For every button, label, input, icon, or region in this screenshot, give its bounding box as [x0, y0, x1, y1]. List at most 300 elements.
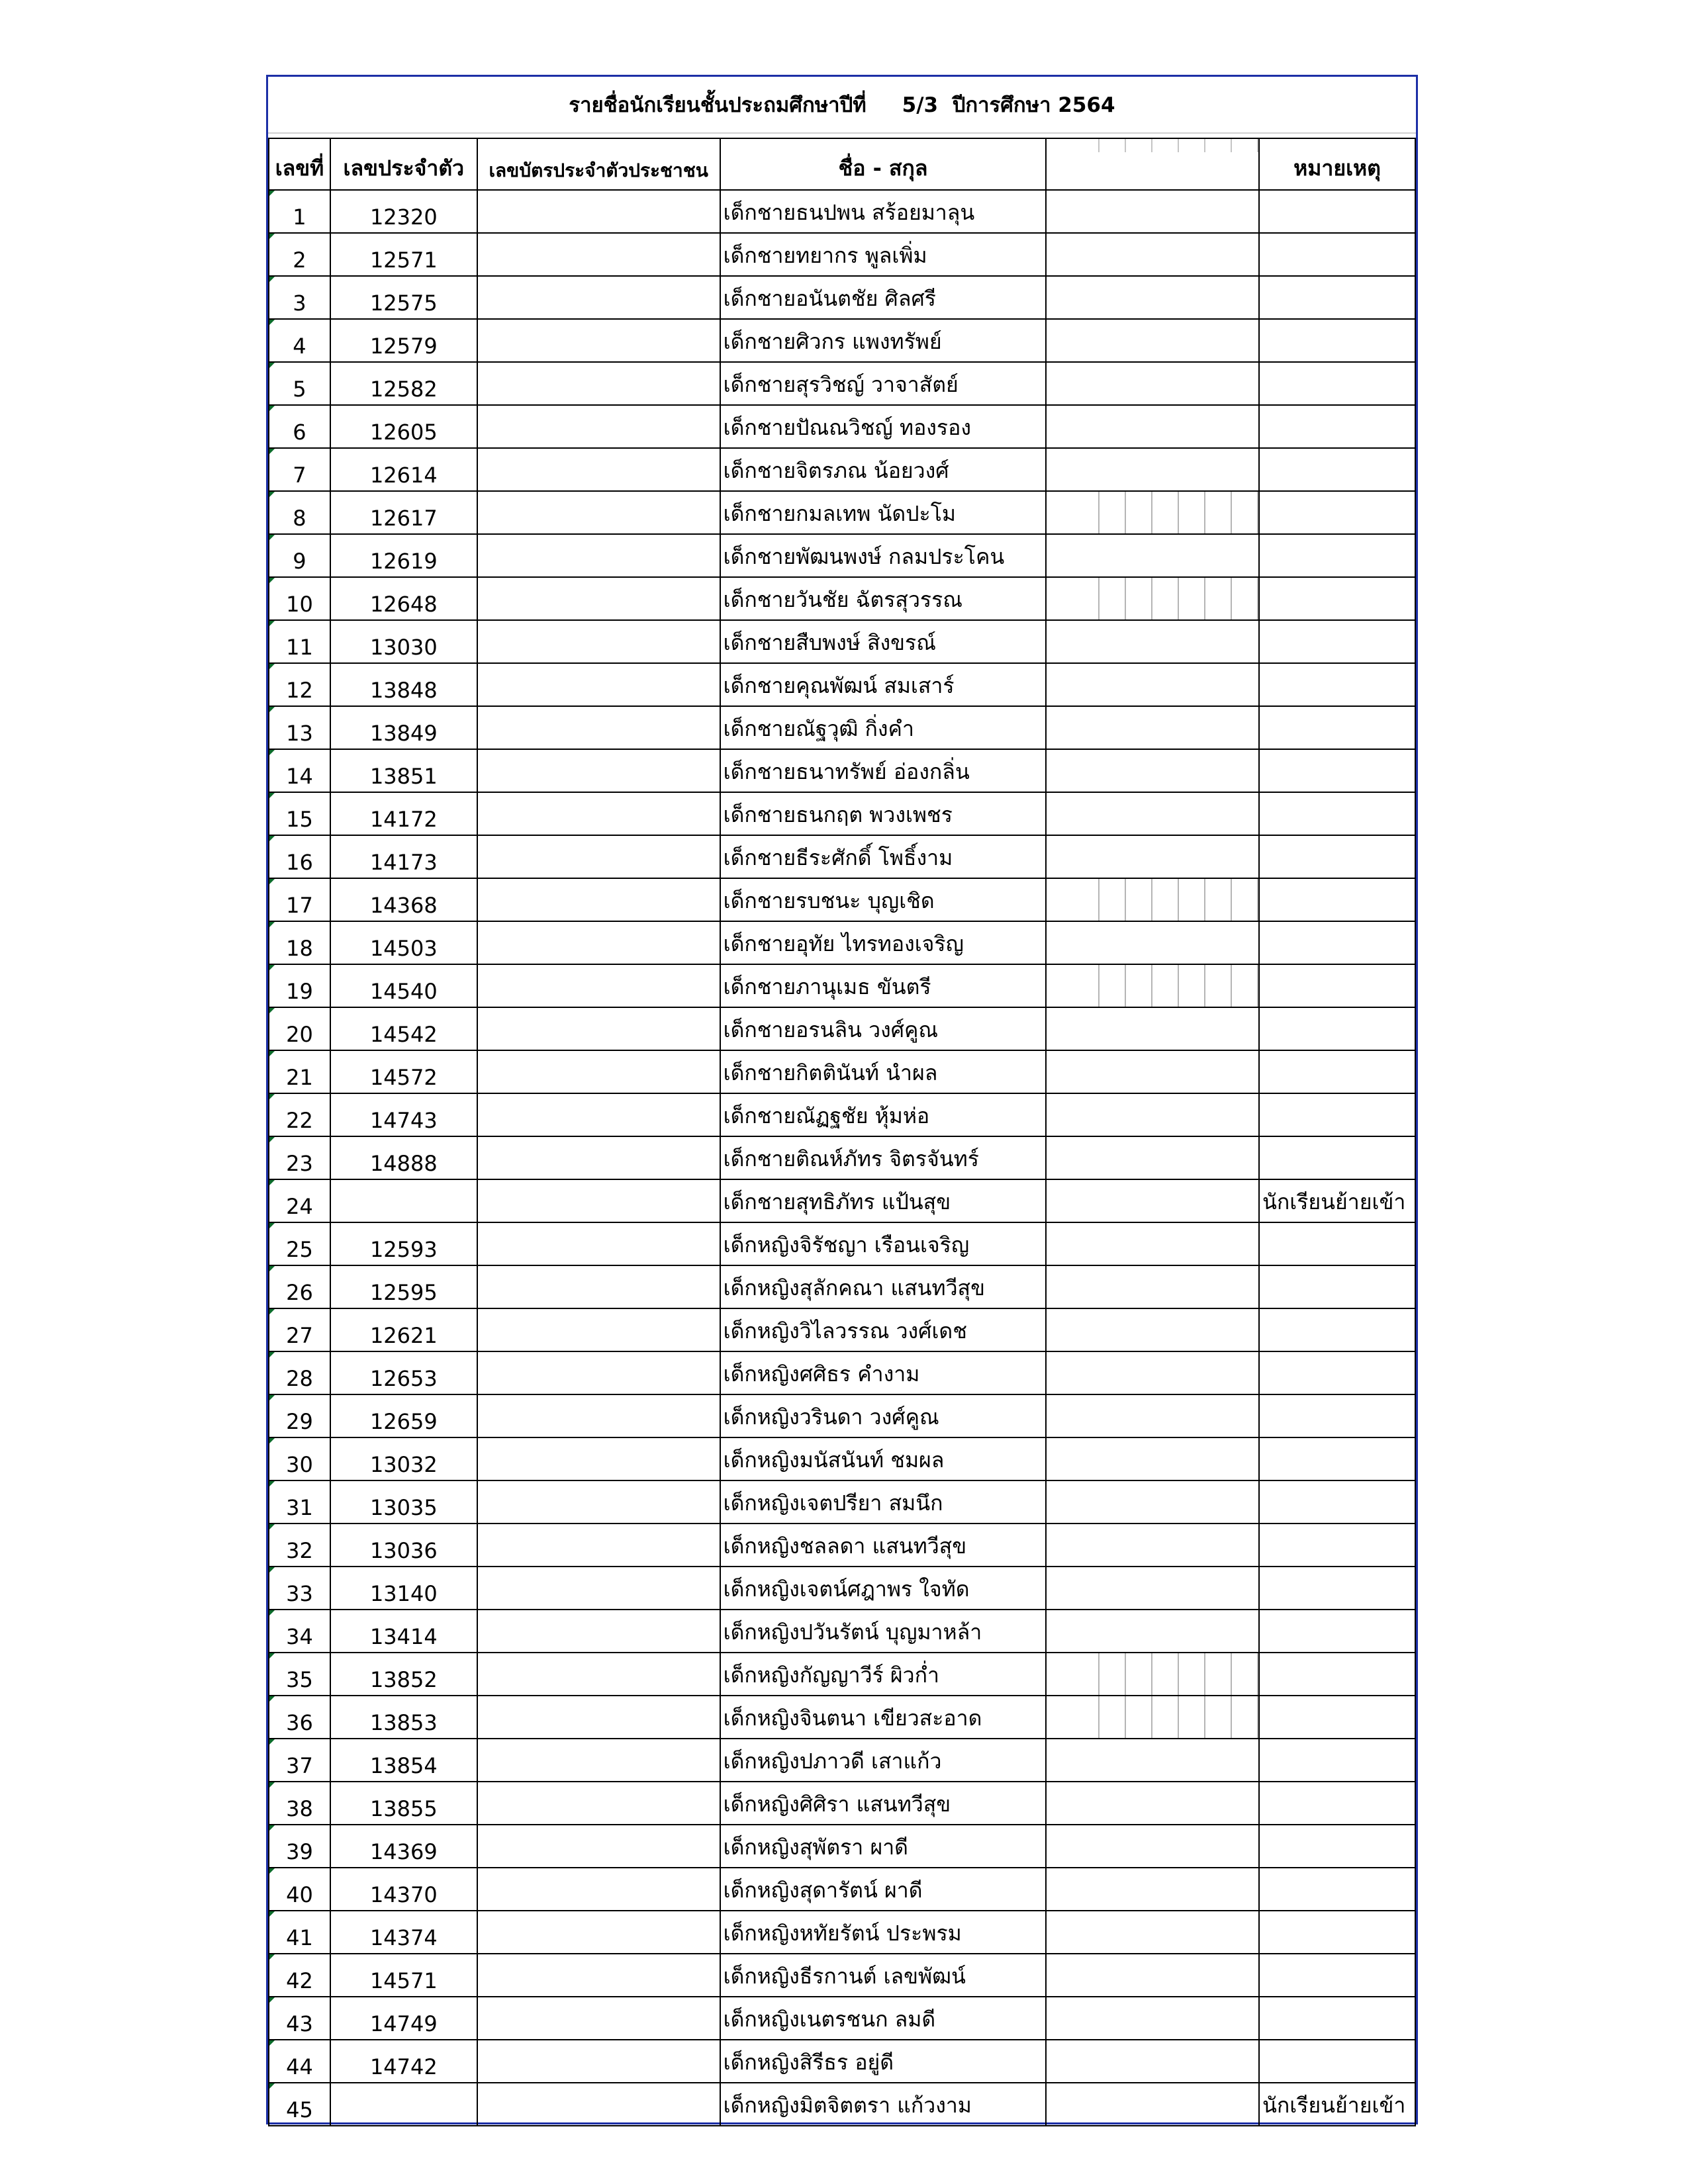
table-row — [269, 620, 1415, 663]
cell-student-id: 13036 — [330, 1524, 477, 1567]
cell-student-id: 13848 — [330, 663, 477, 706]
cell-remark — [1259, 491, 1415, 534]
cell-student-id: 12617 — [330, 491, 477, 534]
cell-national-id — [477, 706, 720, 749]
cell-student-id: 14542 — [330, 1007, 477, 1050]
cell-name: เด็กชายปัณณวิชญ์ ทองรอง — [720, 405, 1047, 448]
cell-blank — [1046, 190, 1259, 233]
cell-national-id — [477, 1954, 720, 1997]
cell-name: เด็กชายธีระศักดิ์ โพธิ์งาม — [720, 835, 1047, 878]
cell-remark — [1259, 1222, 1415, 1265]
cell-blank — [1046, 233, 1259, 276]
cell-blank — [1046, 1739, 1259, 1782]
cell-name: เด็กหญิงสุดารัตน์ ผาดี — [720, 1868, 1047, 1911]
table-row — [269, 1265, 1415, 1308]
table-row — [269, 319, 1415, 362]
cell-blank — [1046, 1997, 1259, 2040]
cell-blank — [1046, 405, 1259, 448]
cell-student-id: 12593 — [330, 1222, 477, 1265]
cell-remark — [1259, 1308, 1415, 1351]
cell-student-id: 14369 — [330, 1825, 477, 1868]
cell-name: เด็กชายสุรวิชญ์ วาจาสัตย์ — [720, 362, 1047, 405]
cell-no: 9 — [269, 534, 330, 577]
table-row — [269, 1222, 1415, 1265]
cell-blank — [1046, 1782, 1259, 1825]
table-row — [269, 534, 1415, 577]
cell-no: 37 — [269, 1739, 330, 1782]
cell-blank — [1046, 577, 1259, 620]
cell-student-id: 13852 — [330, 1653, 477, 1696]
cell-no: 24 — [269, 1179, 330, 1222]
table-row — [269, 1179, 1415, 1222]
cell-no: 39 — [269, 1825, 330, 1868]
cell-remark — [1259, 835, 1415, 878]
table-row — [269, 1093, 1415, 1136]
table-row — [269, 1308, 1415, 1351]
cell-no: 26 — [269, 1265, 330, 1308]
cell-blank — [1046, 448, 1259, 491]
cell-remark — [1259, 1782, 1415, 1825]
cell-student-id — [330, 1179, 477, 1222]
col-header-remark: หมายเหตุ — [1259, 138, 1415, 190]
cell-no: 17 — [269, 878, 330, 921]
cell-blank — [1046, 1911, 1259, 1954]
cell-student-id: 12614 — [330, 448, 477, 491]
cell-no: 3 — [269, 276, 330, 319]
cell-blank — [1046, 835, 1259, 878]
table-row — [269, 878, 1415, 921]
table-row — [269, 362, 1415, 405]
cell-remark — [1259, 1954, 1415, 1997]
cell-blank — [1046, 921, 1259, 964]
cell-national-id — [477, 1997, 720, 2040]
cell-blank — [1046, 1308, 1259, 1351]
cell-student-id: 12595 — [330, 1265, 477, 1308]
cell-name: เด็กชายภานุเมธ ขันตรี — [720, 964, 1047, 1007]
cell-name: เด็กชายอนันตชัย ศิลศรี — [720, 276, 1047, 319]
cell-remark — [1259, 1265, 1415, 1308]
cell-name: เด็กชายจิตรภณ น้อยวงศ์ — [720, 448, 1047, 491]
table-row — [269, 1524, 1415, 1567]
cell-no: 25 — [269, 1222, 330, 1265]
cell-national-id — [477, 1007, 720, 1050]
cell-name: เด็กหญิงจิรัชญา เรือนเจริญ — [720, 1222, 1047, 1265]
cell-no: 8 — [269, 491, 330, 534]
cell-student-id: 14368 — [330, 878, 477, 921]
cell-no: 43 — [269, 1997, 330, 2040]
cell-name: เด็กชายกิตตินันท์ นำผล — [720, 1050, 1047, 1093]
cell-remark — [1259, 1696, 1415, 1739]
table-row — [269, 1351, 1415, 1394]
cell-blank — [1046, 1868, 1259, 1911]
cell-student-id: 12653 — [330, 1351, 477, 1394]
cell-no: 19 — [269, 964, 330, 1007]
cell-name: เด็กหญิงธีรกานต์ เลขพัฒน์ — [720, 1954, 1047, 1997]
cell-student-id: 12582 — [330, 362, 477, 405]
cell-name: เด็กชายวันชัย ฉัตรสุวรรณ — [720, 577, 1047, 620]
cell-remark — [1259, 1007, 1415, 1050]
cell-remark — [1259, 1567, 1415, 1610]
cell-blank — [1046, 1567, 1259, 1610]
cell-student-id: 14503 — [330, 921, 477, 964]
cell-no: 7 — [269, 448, 330, 491]
cell-name: เด็กหญิงชลลดา แสนทวีสุข — [720, 1524, 1047, 1567]
cell-remark — [1259, 1997, 1415, 2040]
cell-student-id: 13851 — [330, 749, 477, 792]
table-row — [269, 1868, 1415, 1911]
cell-no: 13 — [269, 706, 330, 749]
cell-name: เด็กหญิงกัญญาวีร์ ผิวก่ำ — [720, 1653, 1047, 1696]
cell-no: 44 — [269, 2040, 330, 2083]
cell-no: 34 — [269, 1610, 330, 1653]
cell-name: เด็กชายธนาทรัพย์ อ่องกลิ่น — [720, 749, 1047, 792]
cell-blank — [1046, 1480, 1259, 1524]
cell-no: 28 — [269, 1351, 330, 1394]
cell-student-id: 12648 — [330, 577, 477, 620]
cell-blank — [1046, 1394, 1259, 1437]
table-row — [269, 1825, 1415, 1868]
cell-remark — [1259, 1825, 1415, 1868]
table-row — [269, 663, 1415, 706]
cell-blank — [1046, 1007, 1259, 1050]
cell-remark — [1259, 1394, 1415, 1437]
cell-blank — [1046, 1179, 1259, 1222]
cell-blank — [1046, 663, 1259, 706]
cell-name: เด็กชายสุทธิภัทร แป้นสุข — [720, 1179, 1047, 1222]
cell-blank — [1046, 964, 1259, 1007]
cell-remark — [1259, 362, 1415, 405]
cell-name: เด็กหญิงสุลักคณา แสนทวีสุข — [720, 1265, 1047, 1308]
cell-blank — [1046, 1222, 1259, 1265]
cell-student-id: 12571 — [330, 233, 477, 276]
table-row — [269, 1050, 1415, 1093]
cell-national-id — [477, 190, 720, 233]
table-row — [269, 706, 1415, 749]
cell-name: เด็กหญิงมนัสนันท์ ชมผล — [720, 1437, 1047, 1480]
cell-national-id — [477, 835, 720, 878]
table-row — [269, 233, 1415, 276]
cell-national-id — [477, 620, 720, 663]
table-row — [269, 835, 1415, 878]
cell-blank — [1046, 1653, 1259, 1696]
cell-national-id — [477, 233, 720, 276]
cell-national-id — [477, 878, 720, 921]
cell-name: เด็กชายณัฐวุฒิ กิ่งคำ — [720, 706, 1047, 749]
cell-student-id: 14743 — [330, 1093, 477, 1136]
cell-remark — [1259, 448, 1415, 491]
table-row — [269, 921, 1415, 964]
cell-national-id — [477, 1351, 720, 1394]
cell-national-id — [477, 749, 720, 792]
cell-name: เด็กหญิงเจตปรียา สมนึก — [720, 1480, 1047, 1524]
table-row — [269, 1610, 1415, 1653]
cell-no: 22 — [269, 1093, 330, 1136]
cell-student-id: 14749 — [330, 1997, 477, 2040]
cell-name: เด็กหญิงปภาวดี เสาแก้ว — [720, 1739, 1047, 1782]
cell-remark — [1259, 1610, 1415, 1653]
cell-blank — [1046, 1610, 1259, 1653]
cell-national-id — [477, 663, 720, 706]
cell-name: เด็กชายธนกฤต พวงเพชร — [720, 792, 1047, 835]
cell-remark — [1259, 534, 1415, 577]
table-row — [269, 405, 1415, 448]
cell-remark — [1259, 792, 1415, 835]
cell-blank — [1046, 276, 1259, 319]
cell-no: 45 — [269, 2083, 330, 2126]
cell-no: 38 — [269, 1782, 330, 1825]
cell-remark — [1259, 276, 1415, 319]
title-row — [268, 77, 1416, 134]
cell-remark: นักเรียนย้ายเข้า — [1259, 1179, 1415, 1222]
cell-no: 14 — [269, 749, 330, 792]
table-row — [269, 792, 1415, 835]
cell-student-id: 13414 — [330, 1610, 477, 1653]
cell-remark — [1259, 1351, 1415, 1394]
cell-remark — [1259, 1868, 1415, 1911]
cell-national-id — [477, 1825, 720, 1868]
cell-name: เด็กหญิงปวันรัตน์ บุญมาหล้า — [720, 1610, 1047, 1653]
cell-blank — [1046, 1825, 1259, 1868]
cell-blank — [1046, 362, 1259, 405]
cell-no: 32 — [269, 1524, 330, 1567]
col-header-student-id: เลขประจำตัว — [330, 138, 477, 190]
cell-no: 20 — [269, 1007, 330, 1050]
cell-national-id — [477, 491, 720, 534]
cell-name: เด็กหญิงสิรีธร อยู่ดี — [720, 2040, 1047, 2083]
cell-national-id — [477, 921, 720, 964]
cell-no: 5 — [269, 362, 330, 405]
cell-blank — [1046, 1696, 1259, 1739]
cell-no: 41 — [269, 1911, 330, 1954]
cell-student-id: 13032 — [330, 1437, 477, 1480]
cell-national-id — [477, 1222, 720, 1265]
cell-remark: นักเรียนย้ายเข้า — [1259, 2083, 1415, 2126]
cell-national-id — [477, 964, 720, 1007]
cell-national-id — [477, 448, 720, 491]
cell-national-id — [477, 1437, 720, 1480]
cell-remark — [1259, 749, 1415, 792]
cell-no: 12 — [269, 663, 330, 706]
cell-national-id — [477, 1653, 720, 1696]
table-row — [269, 2040, 1415, 2083]
cell-national-id — [477, 1524, 720, 1567]
cell-remark — [1259, 233, 1415, 276]
col-header-no: เลขที่ — [269, 138, 330, 190]
cell-no: 27 — [269, 1308, 330, 1351]
cell-blank — [1046, 534, 1259, 577]
cell-student-id: 12621 — [330, 1308, 477, 1351]
cell-national-id — [477, 1050, 720, 1093]
cell-remark — [1259, 1050, 1415, 1093]
cell-student-id: 13853 — [330, 1696, 477, 1739]
cell-remark — [1259, 1136, 1415, 1179]
cell-name: เด็กชายกมลเทพ นัดปะโม — [720, 491, 1047, 534]
page-title: รายชื่อนักเรียนชั้นประถมศึกษาปีที่ 5/3 ปีการศึกษา 2564 — [569, 93, 1115, 117]
table-row — [269, 1696, 1415, 1739]
cell-national-id — [477, 1739, 720, 1782]
cell-no: 42 — [269, 1954, 330, 1997]
cell-name: เด็กชายธนปพน สร้อยมาลุน — [720, 190, 1047, 233]
cell-blank — [1046, 1954, 1259, 1997]
cell-blank — [1046, 491, 1259, 534]
cell-student-id: 13030 — [330, 620, 477, 663]
table-row — [269, 577, 1415, 620]
cell-blank — [1046, 620, 1259, 663]
cell-remark — [1259, 405, 1415, 448]
cell-remark — [1259, 1524, 1415, 1567]
cell-blank — [1046, 2083, 1259, 2126]
cell-name: เด็กหญิงหทัยรัตน์ ประพรม — [720, 1911, 1047, 1954]
cell-student-id: 13849 — [330, 706, 477, 749]
table-row — [269, 190, 1415, 233]
cell-no: 31 — [269, 1480, 330, 1524]
cell-national-id — [477, 1567, 720, 1610]
cell-blank — [1046, 1265, 1259, 1308]
cell-national-id — [477, 2040, 720, 2083]
cell-remark — [1259, 706, 1415, 749]
cell-no: 15 — [269, 792, 330, 835]
cell-student-id: 14370 — [330, 1868, 477, 1911]
cell-no: 11 — [269, 620, 330, 663]
cell-no: 21 — [269, 1050, 330, 1093]
cell-national-id — [477, 1782, 720, 1825]
cell-student-id: 14374 — [330, 1911, 477, 1954]
table-row — [269, 1997, 1415, 2040]
table-row — [269, 1653, 1415, 1696]
cell-remark — [1259, 1093, 1415, 1136]
cell-remark — [1259, 2040, 1415, 2083]
cell-national-id — [477, 1136, 720, 1179]
cell-blank — [1046, 1437, 1259, 1480]
cell-name: เด็กชายทยากร พูลเพิ่ม — [720, 233, 1047, 276]
cell-name: เด็กชายศิวกร แพงทรัพย์ — [720, 319, 1047, 362]
col-header-name: ชื่อ - สกุล — [720, 138, 1047, 190]
cell-remark — [1259, 964, 1415, 1007]
cell-name: เด็กหญิงเจตน์ศฎาพร ใจทัด — [720, 1567, 1047, 1610]
cell-no: 16 — [269, 835, 330, 878]
cell-national-id — [477, 1093, 720, 1136]
cell-blank — [1046, 1093, 1259, 1136]
cell-name: เด็กชายคุณพัฒน์ สมเสาร์ — [720, 663, 1047, 706]
cell-national-id — [477, 1179, 720, 1222]
cell-name: เด็กหญิงศิศิรา แสนทวีสุข — [720, 1782, 1047, 1825]
table-row — [269, 1911, 1415, 1954]
cell-national-id — [477, 2083, 720, 2126]
cell-name: เด็กหญิงสุพัตรา ผาดี — [720, 1825, 1047, 1868]
cell-national-id — [477, 1394, 720, 1437]
table-row — [269, 964, 1415, 1007]
cell-remark — [1259, 1911, 1415, 1954]
table-row — [269, 1007, 1415, 1050]
table-row — [269, 276, 1415, 319]
cell-national-id — [477, 1265, 720, 1308]
cell-remark — [1259, 620, 1415, 663]
cell-national-id — [477, 577, 720, 620]
cell-no: 2 — [269, 233, 330, 276]
cell-blank — [1046, 1524, 1259, 1567]
cell-name: เด็กหญิงวรินดา วงศ์คูณ — [720, 1394, 1047, 1437]
cell-student-id: 12619 — [330, 534, 477, 577]
cell-student-id: 13035 — [330, 1480, 477, 1524]
cell-remark — [1259, 878, 1415, 921]
header-row — [269, 138, 1415, 190]
col-header-national-id: เลขบัตรประจำตัวประชาชน — [477, 138, 720, 190]
cell-no: 18 — [269, 921, 330, 964]
cell-student-id: 12659 — [330, 1394, 477, 1437]
cell-no: 10 — [269, 577, 330, 620]
table-row — [269, 2083, 1415, 2126]
cell-national-id — [477, 405, 720, 448]
cell-student-id: 13855 — [330, 1782, 477, 1825]
cell-no: 35 — [269, 1653, 330, 1696]
cell-remark — [1259, 1437, 1415, 1480]
cell-blank — [1046, 749, 1259, 792]
student-table — [268, 138, 1416, 2126]
cell-name: เด็กชายสืบพงษ์ สิงขรณ์ — [720, 620, 1047, 663]
cell-student-id: 12575 — [330, 276, 477, 319]
cell-no: 6 — [269, 405, 330, 448]
cell-name: เด็กชายรบชนะ บุญเชิด — [720, 878, 1047, 921]
cell-student-id: 14572 — [330, 1050, 477, 1093]
cell-blank — [1046, 1136, 1259, 1179]
cell-name: เด็กหญิงมิตจิตตรา แก้วงาม — [720, 2083, 1047, 2126]
cell-student-id: 13140 — [330, 1567, 477, 1610]
table-row — [269, 1394, 1415, 1437]
cell-student-id: 14888 — [330, 1136, 477, 1179]
cell-name: เด็กหญิงวิไลวรรณ วงศ์เดช — [720, 1308, 1047, 1351]
cell-national-id — [477, 319, 720, 362]
cell-remark — [1259, 190, 1415, 233]
cell-national-id — [477, 534, 720, 577]
cell-student-id — [330, 2083, 477, 2126]
cell-blank — [1046, 792, 1259, 835]
table-row — [269, 448, 1415, 491]
cell-name: เด็กหญิงศศิธร คำงาม — [720, 1351, 1047, 1394]
cell-national-id — [477, 1308, 720, 1351]
cell-national-id — [477, 1868, 720, 1911]
cell-remark — [1259, 1653, 1415, 1696]
cell-blank — [1046, 1351, 1259, 1394]
cell-name: เด็กหญิงเนตรชนก ลมดี — [720, 1997, 1047, 2040]
cell-no: 23 — [269, 1136, 330, 1179]
cell-name: เด็กหญิงจินตนา เขียวสะอาด — [720, 1696, 1047, 1739]
cell-national-id — [477, 792, 720, 835]
cell-blank — [1046, 1050, 1259, 1093]
cell-no: 29 — [269, 1394, 330, 1437]
table-row — [269, 491, 1415, 534]
cell-student-id: 12320 — [330, 190, 477, 233]
cell-blank — [1046, 2040, 1259, 2083]
cell-student-id: 13854 — [330, 1739, 477, 1782]
cell-student-id: 14571 — [330, 1954, 477, 1997]
cell-student-id: 14540 — [330, 964, 477, 1007]
cell-name: เด็กชายอรนลิน วงศ์คูณ — [720, 1007, 1047, 1050]
student-list-sheet — [266, 75, 1418, 2124]
table-row — [269, 1480, 1415, 1524]
table-row — [269, 1954, 1415, 1997]
cell-national-id — [477, 1696, 720, 1739]
table-row — [269, 1739, 1415, 1782]
cell-no: 33 — [269, 1567, 330, 1610]
cell-remark — [1259, 319, 1415, 362]
cell-remark — [1259, 1739, 1415, 1782]
cell-national-id — [477, 1911, 720, 1954]
cell-name: เด็กชายณัฏฐชัย หุ้มห่อ — [720, 1093, 1047, 1136]
cell-blank — [1046, 878, 1259, 921]
cell-no: 4 — [269, 319, 330, 362]
cell-student-id: 12605 — [330, 405, 477, 448]
cell-national-id — [477, 1610, 720, 1653]
